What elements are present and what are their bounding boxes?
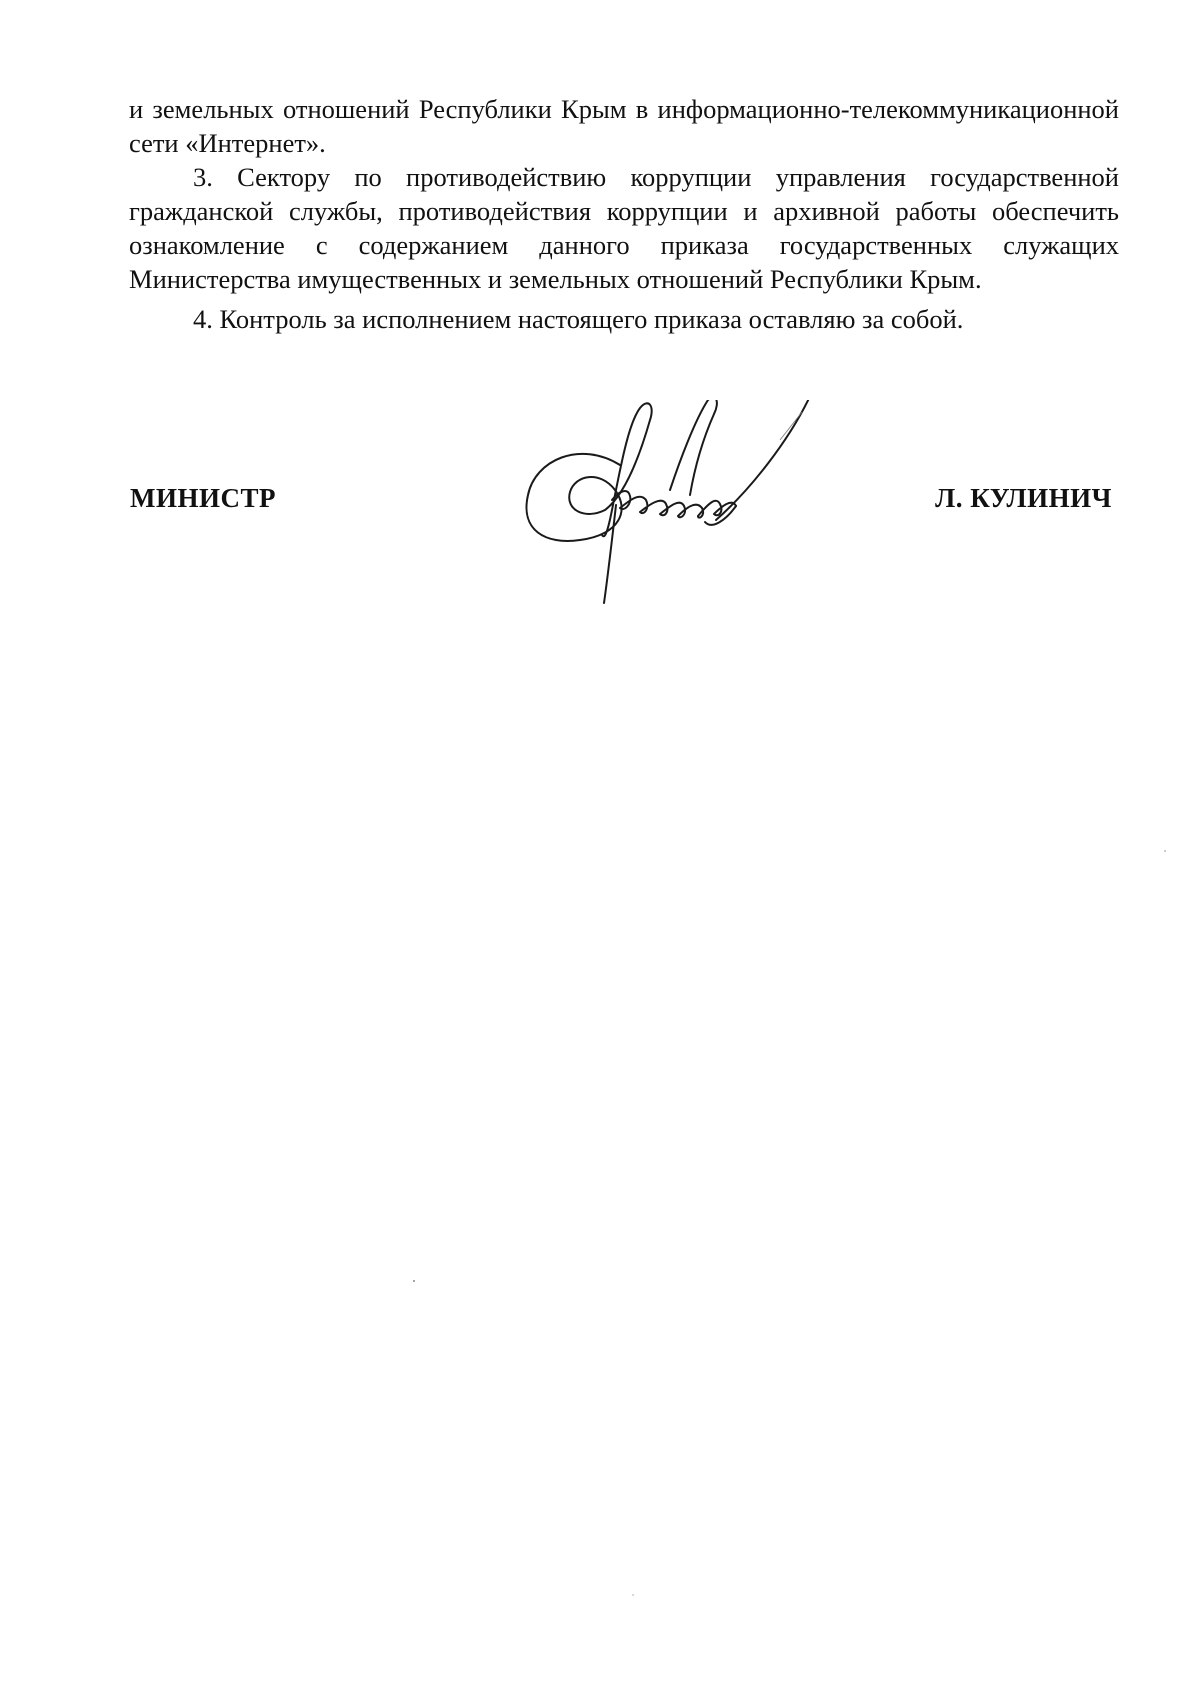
signatory-name: Л. КУЛИНИЧ xyxy=(935,483,1112,513)
scan-speck xyxy=(632,1594,634,1596)
scan-speck xyxy=(413,1280,415,1282)
document-body xyxy=(129,92,1119,336)
scan-speck xyxy=(1164,850,1166,852)
signatory-title: МИНИСТР xyxy=(130,483,276,513)
handwritten-signature xyxy=(520,400,890,625)
paragraph-continuation: и земельных отношений Республики Крым в информационно-телекоммуникационной сети «Интернет». xyxy=(129,94,1119,158)
paragraph-item-4: 4. Контроль за исполнением настоящего приказа оставляю за собой. xyxy=(193,304,964,334)
paragraph-item-3: 3. Сектору по противодействию коррупции управления государственной гражданской службы, противодействия коррупции и архивной работы обеспечить ознакомление с содержанием данного приказа государственных служащих Министерства имущественных и земельных отношений Республики Крым. xyxy=(129,162,1119,294)
